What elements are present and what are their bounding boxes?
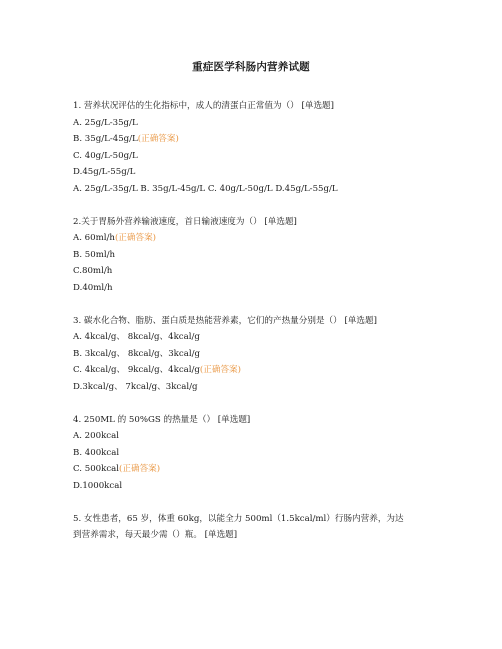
question-2	[73, 214, 453, 297]
option-text: B. 50ml/h	[73, 249, 116, 260]
question-text: 1. 营养状况评估的生化指标中，成人的清蛋白正常值为（） [单选题]	[73, 101, 334, 111]
option-text: D.45g/L-55g/L	[73, 167, 136, 177]
page-title: 重症医学科肠内营养试题	[192, 61, 310, 73]
option-c	[73, 461, 453, 478]
correct-answer-tag: (正确答案)	[199, 365, 242, 375]
option-a	[73, 329, 453, 346]
correct-answer-tag: (正确答案)	[137, 134, 179, 144]
question-text: 2.关于胃肠外营养输液速度，首日输液速度为（） [单选题]	[73, 216, 297, 227]
option-text: A. 25g/L-35g/L	[73, 117, 138, 128]
option-text: B. 35g/L-45g/L	[73, 134, 138, 144]
option-text: C. 40g/L-50g/L	[73, 150, 138, 161]
option-text: A. 25g/L-35g/L B. 35g/L-45g/L C. 40g/L-50g/L D.45g/L-55g/L	[73, 183, 338, 194]
option-b	[73, 445, 453, 462]
option-b	[73, 131, 453, 148]
option-a	[73, 115, 453, 132]
option-a	[73, 230, 453, 247]
option-d	[73, 478, 453, 495]
option-d	[73, 164, 453, 181]
option-b	[73, 346, 453, 363]
option-text: C. 4kcal/g、 9kcal/g、4kcal/g	[73, 365, 200, 375]
correct-answer-tag: (正确答案)	[119, 464, 161, 474]
option-text: A. 200kcal	[73, 431, 119, 441]
option-d	[73, 280, 453, 297]
option-text: D.40ml/h	[73, 282, 113, 293]
option-text: C.80ml/h	[73, 266, 113, 276]
option-text: A. 60ml/h	[73, 233, 115, 243]
question-list	[73, 98, 453, 560]
correct-answer-tag: (正确答案)	[114, 233, 157, 243]
option-text: D.3kcal/g、 7kcal/g、3kcal/g	[73, 381, 198, 392]
question-5	[73, 511, 453, 544]
option-text: A. 4kcal/g、 8kcal/g、4kcal/g	[73, 332, 200, 342]
option-d	[73, 379, 453, 396]
option-c	[73, 148, 453, 165]
option-summary	[73, 181, 453, 198]
option-text: D.1000kcal	[73, 480, 123, 491]
question-4	[73, 412, 453, 495]
question-text: 3. 碳水化合物、脂肪、蛋白质是热能营养素，它们的产热量分别是（） [单选题]	[73, 315, 377, 326]
question-1	[73, 98, 453, 197]
question-text-line: 5. 女性患者，65 岁，体重 60kg，以能全力 500ml（1.5kcal/ml）行肠内营养，为达	[73, 513, 404, 524]
option-text: C. 500kcal	[73, 464, 120, 474]
question-text-line: 到营养需求，每天最少需（）瓶。 [单选题]	[73, 530, 238, 540]
option-c	[73, 263, 453, 280]
question-text: 4. 250ML 的 50%GS 的热量是（） [单选题]	[73, 414, 251, 425]
option-text: B. 3kcal/g、 8kcal/g、3kcal/g	[73, 348, 200, 359]
option-text: B. 400kcal	[73, 447, 120, 458]
question-3	[73, 313, 453, 396]
option-c	[73, 362, 453, 379]
option-a	[73, 428, 453, 445]
option-b	[73, 247, 453, 264]
